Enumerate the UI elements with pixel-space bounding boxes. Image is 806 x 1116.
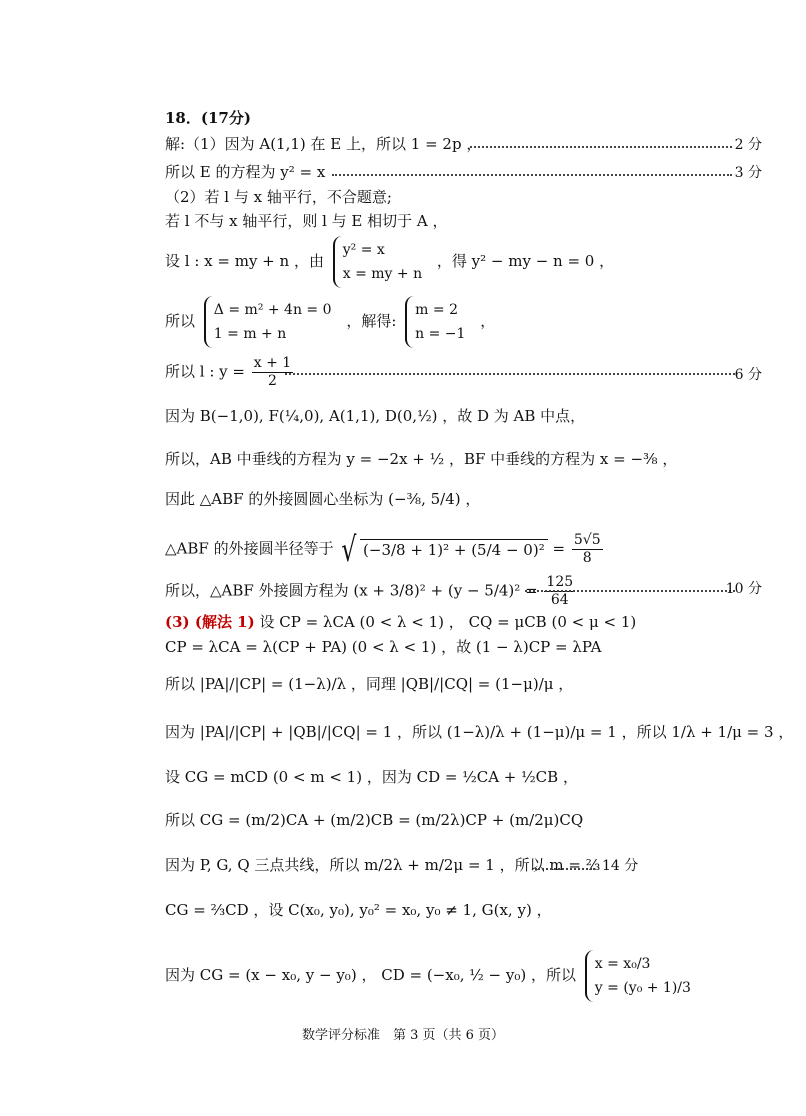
leader-dots bbox=[535, 868, 595, 870]
part2-case1: （2）若 l 与 x 轴平行，不合题意; bbox=[165, 188, 392, 206]
radius-line bbox=[165, 529, 766, 570]
part2-case2: 若 l 不与 x 轴平行，则 l 与 E 相切于 A ， bbox=[165, 212, 448, 230]
cg-line: 设 CG = mCD (0 < m < 1) ，因为 CD = ½CA + ½CB ， bbox=[165, 768, 578, 786]
fraction bbox=[572, 532, 603, 567]
part3-setup bbox=[165, 612, 766, 632]
sys-row: 1 = m + n bbox=[213, 326, 287, 342]
text: ，得 y² − my − n = 0 ， bbox=[436, 252, 615, 270]
sum-line: 因为 |PA|/|CP| + |QB|/|CQ| = 1 ，所以 (1−λ)/λ + (1−μ)/μ = 1 ，所以 1/λ + 1/μ = 3 ， bbox=[165, 723, 794, 741]
center-line: 因此 △ABF 的外接圆圆心坐标为 (−⅜, 5/4) ， bbox=[165, 490, 481, 508]
part1-line: 解:（1）因为 A(1,1) 在 E 上，所以 1 = 2p ， bbox=[165, 135, 482, 153]
method-label: (3) (解法 1) bbox=[165, 613, 255, 631]
numerator: 125 bbox=[546, 574, 574, 590]
problem-header: 18．(17分) bbox=[165, 109, 251, 127]
leader-dots bbox=[525, 590, 735, 592]
numerator: x + 1 bbox=[253, 355, 292, 371]
text: ， bbox=[480, 312, 496, 330]
cg-decomp-line: 所以 CG = (m/2)CA + (m/2)CB = (m/2λ)CP + (m/2μ)CQ bbox=[165, 811, 584, 829]
text: ，解得: bbox=[346, 312, 397, 330]
leader-dots bbox=[285, 373, 735, 375]
collinear-line: 因为 P, G, Q 三点共线，所以 m/2λ + m/2μ = 1 ，所以 m = ⅔ bbox=[165, 856, 601, 874]
text: 所以 l : y = bbox=[165, 362, 245, 381]
radicand: (−3/8 + 1)² + (5/4 − 0)² bbox=[360, 539, 548, 560]
leader-dots bbox=[332, 174, 732, 176]
score-3: 3 分 bbox=[734, 165, 762, 181]
text: 设 l : x = my + n ，由 bbox=[165, 252, 324, 270]
score-2: 2 分 bbox=[734, 137, 762, 153]
denominator: 2 bbox=[268, 373, 277, 389]
sys-row: y = (y₀ + 1)/3 bbox=[594, 980, 691, 996]
line-setup bbox=[165, 236, 766, 288]
bisector-line: 所以，AB 中垂线的方程为 y = −2x + ½ ，BF 中垂线的方程为 x = −⅜ ， bbox=[165, 450, 678, 468]
sys-row: n = −1 bbox=[415, 326, 466, 342]
solve-line bbox=[165, 296, 766, 348]
text: 设 CP = λCA (0 < λ < 1) ， CQ = μCB (0 < μ < 1) bbox=[259, 613, 637, 631]
sys-row: m = 2 bbox=[415, 302, 458, 318]
equation-system bbox=[585, 950, 697, 1002]
text: 所以 bbox=[165, 312, 196, 330]
points-line: 因为 B(−1,0), F(¼,0), A(1,1), D(0,½) ，故 D 为 AB 中点， bbox=[165, 407, 586, 425]
score-10: 10 分 bbox=[725, 581, 762, 597]
text: △ABF 的外接圆半径等于 bbox=[165, 539, 334, 558]
text: 所以，△ABF 外接圆方程为 (x + 3/8)² + (y − 5/4)² = bbox=[165, 581, 538, 600]
equation-system bbox=[204, 296, 338, 348]
vector-line: CP = λCA = λ(CP + PA) (0 < λ < 1) ，故 (1 − λ)CP = λPA bbox=[165, 638, 602, 656]
denominator: 8 bbox=[582, 550, 592, 566]
text: = bbox=[552, 539, 566, 558]
page-footer: 数学评分标准 第 3 页（共 6 页） bbox=[301, 1028, 505, 1043]
score-6: 6 分 bbox=[734, 367, 762, 383]
leader-dots bbox=[470, 146, 732, 148]
text: 因为 CG = (x − x₀, y − y₀) ， CD = (−x₀, ½ − y₀) ，所以 bbox=[165, 966, 576, 984]
denominator: 64 bbox=[550, 592, 569, 608]
sys-row: x = x₀/3 bbox=[594, 956, 651, 972]
sys-row: Δ = m² + 4n = 0 bbox=[213, 302, 332, 318]
equation-system bbox=[405, 296, 471, 348]
numerator: 5√5 bbox=[573, 532, 601, 548]
g-setup-line: CG = ⅔CD ，设 C(x₀, y₀), y₀² = x₀, y₀ ≠ 1, G(x, y) ， bbox=[165, 901, 552, 919]
final-line bbox=[165, 950, 766, 1002]
score-14: 14 分 bbox=[602, 858, 639, 874]
sqrt-sign: √ bbox=[341, 529, 357, 570]
sys-row: y² = x bbox=[342, 242, 385, 258]
equation-line: 所以 E 的方程为 y² = x bbox=[165, 163, 326, 181]
equation-system bbox=[333, 236, 428, 288]
sys-row: x = my + n bbox=[342, 266, 423, 282]
ratio-line: 所以 |PA|/|CP| = (1−λ)/λ ，同理 |QB|/|CQ| = (1−μ)/μ ， bbox=[165, 675, 574, 693]
